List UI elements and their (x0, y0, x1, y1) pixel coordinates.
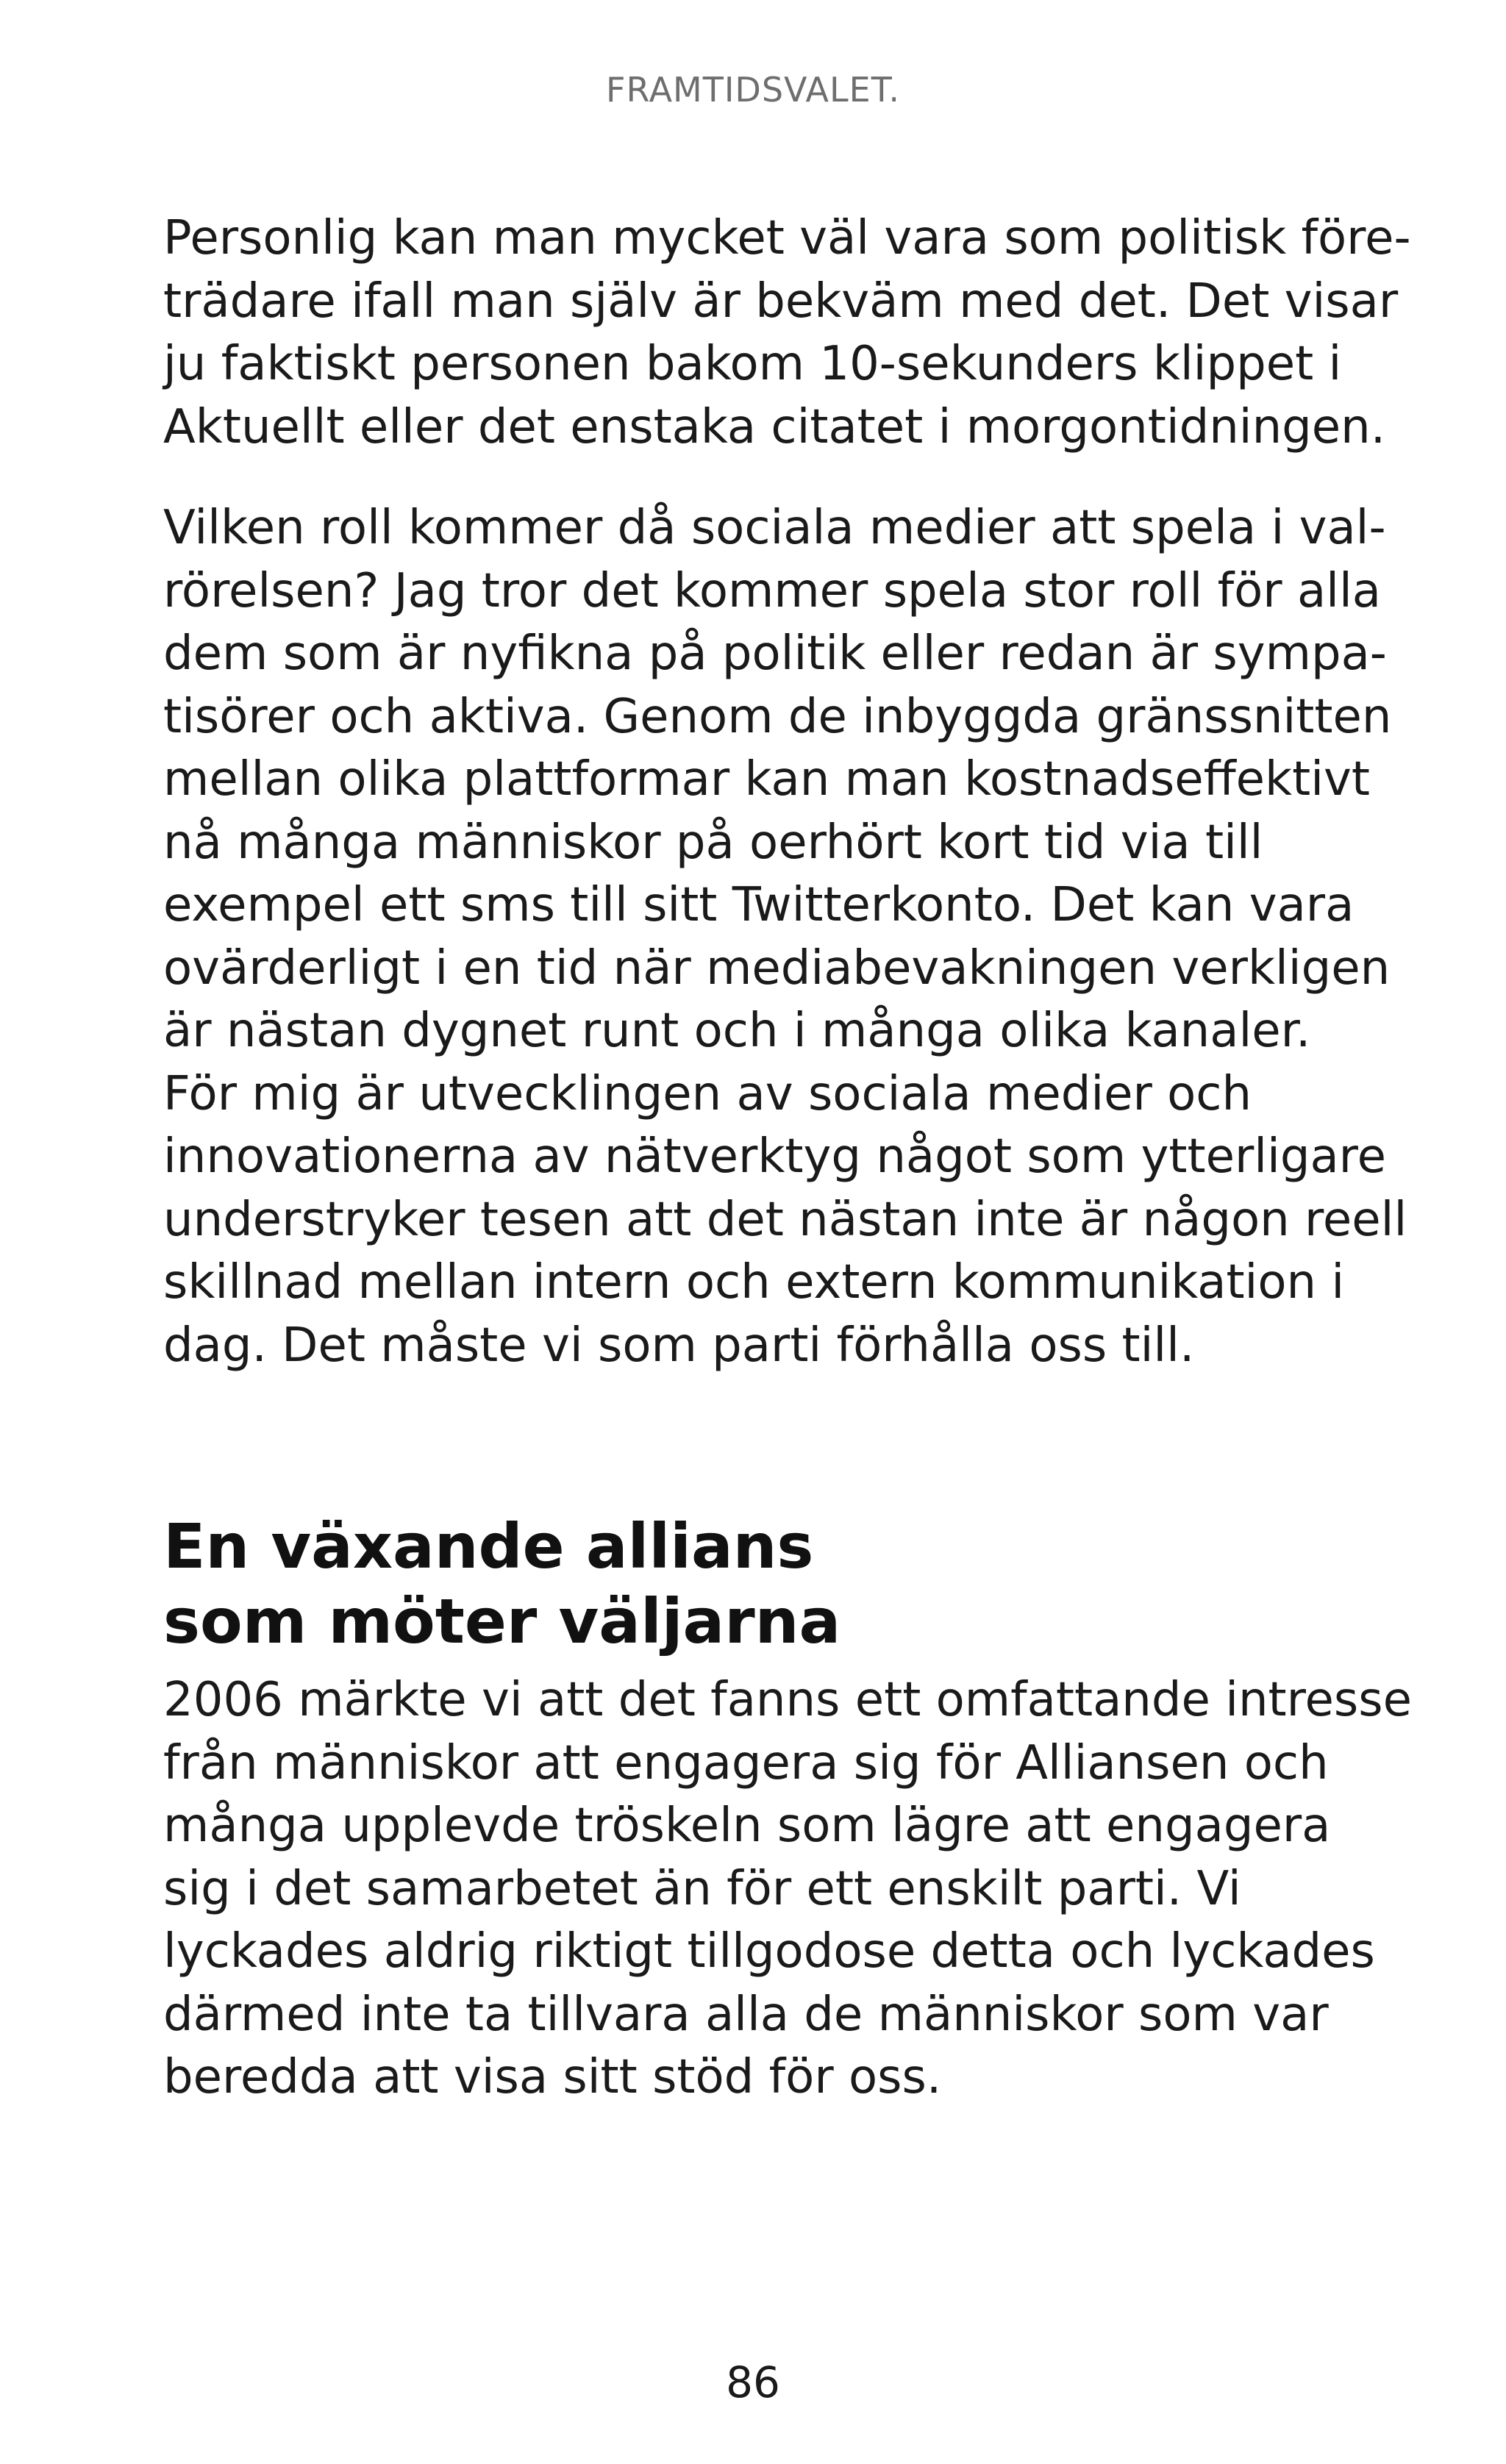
heading-line: som möter väljarna (163, 1585, 841, 1657)
paragraph-2 (163, 497, 1407, 1377)
text-line: lyckades aldrig riktigt tillgodose detta och lyckades (163, 1924, 1375, 1979)
text-line: beredda att visa sitt stöd för oss. (163, 2050, 942, 2104)
paragraph-1 (163, 207, 1411, 459)
text-line: Aktuellt eller det enstaka citatet i morgontidningen. (163, 399, 1386, 454)
text-line: trädare ifall man själv är bekväm med det. Det visar (163, 274, 1399, 329)
text-line: understryker tesen att det nästan inte är någon reell (163, 1192, 1407, 1247)
text-line: därmed inte ta tillvara alla de människor som var (163, 1987, 1329, 2042)
text-line: från människor att engagera sig för Alliansen och (163, 1735, 1329, 1790)
paragraph-text (163, 1669, 1412, 2110)
text-line: För mig är utvecklingen av sociala medier och (163, 1066, 1252, 1121)
heading-line: En växande allians (163, 1510, 814, 1582)
text-line: Personlig kan man mycket väl vara som politisk före- (163, 211, 1411, 265)
text-line: nå många människor på oerhört kort tid via till (163, 815, 1263, 870)
text-line: Vilken roll kommer då sociala medier att spela i val- (163, 501, 1386, 555)
text-line: rörelsen? Jag tror det kommer spela stor roll för alla (163, 563, 1381, 618)
text-line: sig i det samarbetet än för ett enskilt parti. Vi (163, 1861, 1241, 1916)
text-line: mellan olika plattformar kan man kostnadseffektivt (163, 752, 1370, 807)
running-head: FRAMTIDSVALET. (606, 70, 900, 110)
text-line: ju faktiskt personen bakom 10-sekunders klippet i (163, 337, 1342, 391)
text-line: dag. Det måste vi som parti förhålla oss till. (163, 1318, 1195, 1373)
text-line: ovärderligt i en tid när mediabevakningen verkligen (163, 940, 1391, 996)
text-line: tisörer och aktiva. Genom de inbyggda gränssnitten (163, 689, 1392, 744)
paragraph-text (163, 497, 1407, 1377)
text-line: exempel ett sms till sitt Twitterkonto. Det kan vara (163, 878, 1355, 932)
text-line: många upplevde tröskeln som lägre att engagera (163, 1799, 1331, 1853)
paragraph-3 (163, 1669, 1412, 2110)
text-line: 2006 märkte vi att det fanns ett omfattande intresse (163, 1673, 1412, 1727)
section-heading (163, 1509, 841, 1659)
page-number: 86 (726, 2357, 780, 2407)
text-line: dem som är nyfikna på politik eller redan är sympa- (163, 626, 1387, 681)
text-line: skillnad mellan intern och extern kommunikation i (163, 1255, 1345, 1310)
text-line: är nästan dygnet runt och i många olika kanaler. (163, 1004, 1311, 1058)
paragraph-text (163, 207, 1411, 459)
text-line: innovationerna av nätverktyg något som ytterligare (163, 1129, 1386, 1184)
